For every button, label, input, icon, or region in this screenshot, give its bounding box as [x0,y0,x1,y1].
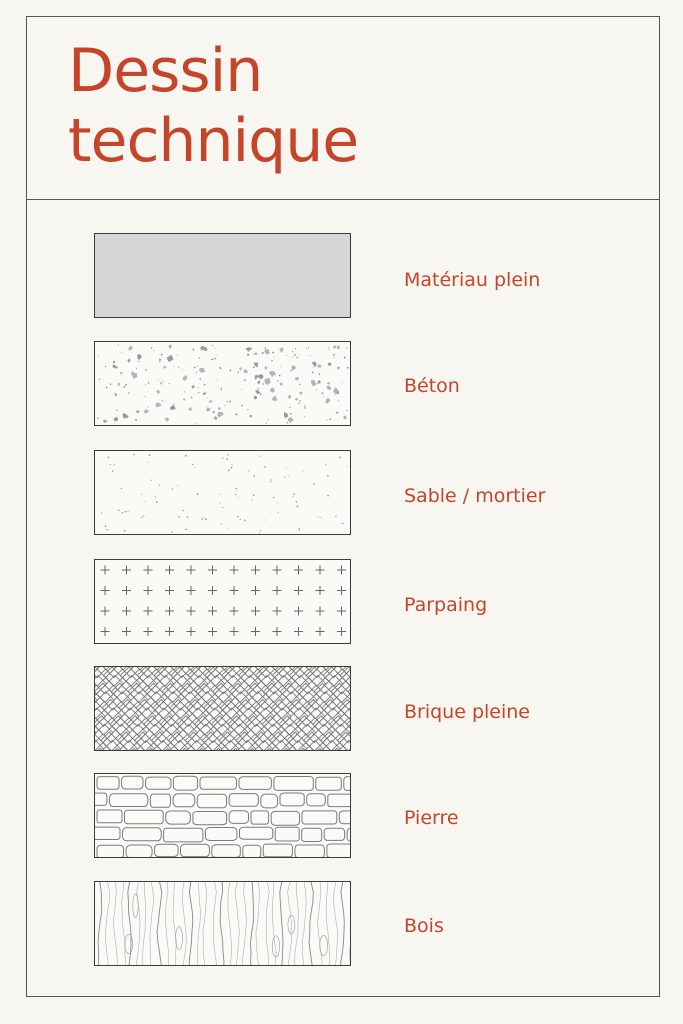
label-solid: Matériau plein [404,269,541,291]
header-divider [26,199,660,200]
swatch-stone [94,773,351,858]
swatch-wood [94,881,351,966]
stone-pattern [95,774,351,858]
title-line-2: technique [68,106,359,176]
label-brick: Brique pleine [404,701,530,723]
solid-fill-pattern [95,234,351,318]
swatch-solid [94,233,351,318]
label-stone: Pierre [404,807,459,829]
label-block: Parpaing [404,594,488,616]
label-sand: Sable / mortier [404,485,546,507]
swatch-brick [94,666,351,751]
label-concrete: Béton [404,375,460,397]
swatch-block [94,559,351,644]
swatch-concrete [94,341,351,426]
sand-pattern [95,451,351,535]
page-title [68,36,358,176]
block-pattern [95,560,351,644]
title-line-1: Dessin [68,36,263,106]
concrete-pattern [95,342,351,426]
wood-pattern [95,882,351,966]
swatch-sand [94,450,351,535]
label-wood: Bois [404,915,444,937]
brick-pattern [95,667,351,751]
